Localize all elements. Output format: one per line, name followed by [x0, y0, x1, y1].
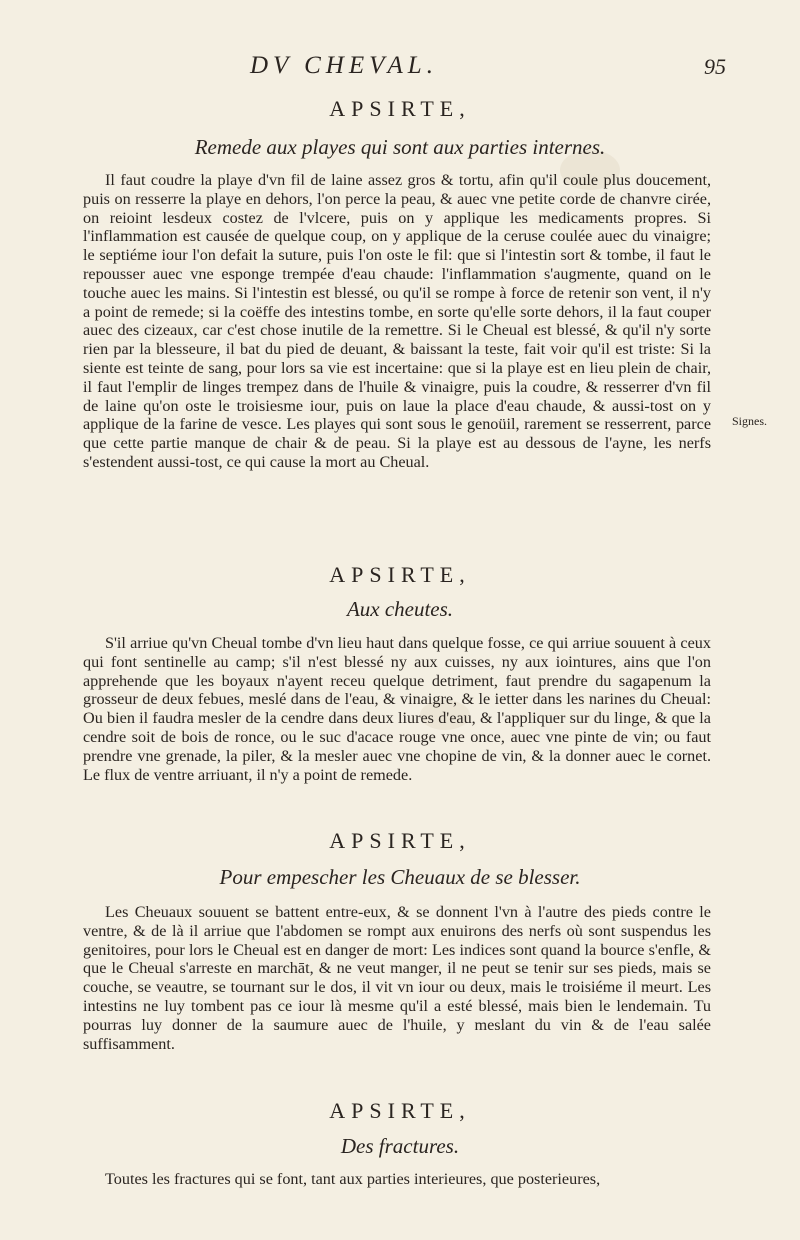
section-heading: APSIRTE,	[329, 562, 471, 587]
section-subtitle: Pour empescher les Cheuaux de se blesser.	[219, 865, 581, 889]
page-number: 95	[704, 54, 726, 79]
section-heading: APSIRTE,	[329, 828, 471, 853]
section-subtitle: Aux cheutes.	[346, 597, 454, 621]
paragraph: Il faut coudre la playe d'vn fil de laine assez gros & tortu, afin qu'il coule plus doucement, puis on resserre la playe en dehors, l'on perce la peau, & auec vne petite corde de chanvre cirée, on reioint lesdeux costez de l'vlcere, puis on y applique les medicaments propres. Si l'inflammation est causée de quelque coup, on y applique de la ceruse coulée auec du vinaigre; le septiéme iour l'on defait la suture, puis l'on oste le fil: que si l'intestin sort & tombe, il faut le repousser auec vne esponge trempée d'eau chaude: l'inflammation s'augmente, quand on le touche auec les mains. Si l'intestin est blessé, ou qu'il se rompe à force de retenir son vent, il n'y a point de remede; si la coëffe des intestins tombe, en sorte qu'elle sorte dehors, il la faut couper auec des cizeaux, car c'est chose inutile de la remettre. Si le Cheual est blessé, & qu'il n'y sorte rien par la blesseure, il bat du pied de deuant, & baissant la teste, fait voir qu'il est triste: Si la siente est teinte de sang, pour lors sa vie est incertaine: que si la playe est en lieu plein de chair, il faut l'emplir de linges trempez dans de l'huile & vinaigre, puis la coudre, & resserrer d'vn fil de laine qu'on oste le troisiesme iour, puis on laue la place d'eau chaude, & aussi-tost on y applique de la farine de vesce. Les playes qui sont sous le genoüil, rarement se resserrent, parce que cette partie manque de chair & de peau. Si la playe est au dessous de l'ayne, les nerfs s'estendent aussi-tost, ce qui cause la mort au Cheual.	[83, 171, 711, 471]
section-heading: APSIRTE,	[329, 96, 471, 121]
running-head	[0, 52, 800, 88]
running-title: DV CHEVAL.	[250, 52, 438, 79]
section-subtitle: Des fractures.	[340, 1134, 460, 1158]
paragraph: Les Cheuaux souuent se battent entre-eux, & se donnent l'vn à l'autre des pieds contre le ventre, & de là il arriue que l'abdomen se rompt aux enuirons des nerfs où sont suspendus les genitoires, pour lors le Cheual est en danger de mort: Les indices sont quand la bource s'enfle, & que le Cheual s'arreste en marchāt, & ne veut manger, il ne peut se tenir sur ses pieds, mais se couche, se veautre, se tournant sur le dos, il vit vn iour ou deux, mais le troisiéme il meurt. Les intestins ne luy tombent pas ce iour là mesme qu'il a esté blessé, mais bien le lendemain. Tu pourras luy donner de la saumure auec de l'huile, y meslant du vin & de l'eau salée suffisamment.	[83, 903, 711, 1053]
section-subtitle: Remede aux playes qui sont aux parties internes.	[194, 135, 606, 159]
paragraph: S'il arriue qu'vn Cheual tombe d'vn lieu haut dans quelque fosse, ce qui arriue souuent à ceux qui font sentinelle au camp; s'il n'est blessé ny aux cuisses, ny aux iointures, ains que l'on apprehende que les boyaux n'ayent receu quelque detriment, faut prendre du sagapenum la grosseur de deux febues, meslé dans de l'eau, & vinaigre, & le ietter dans les narines du Cheual: Ou bien il faudra mesler de la cendre dans deux liures d'eau, & l'appliquer sur du linge, & que la cendre soit de bois de ronce, ou le suc d'acace rouge vne once, auec vne pinte de vin; ou faut prendre vne grenade, la piler, & la mesler auec vne chopine de vin, & la donner auec le cornet. Le flux de ventre arriuant, il n'y a point de remede.	[83, 634, 711, 784]
paragraph: Toutes les fractures qui se font, tant aux parties interieures, que posterieures,	[105, 1170, 601, 1188]
margin-note: Signes.	[732, 414, 768, 428]
section-heading: APSIRTE,	[329, 1098, 471, 1123]
